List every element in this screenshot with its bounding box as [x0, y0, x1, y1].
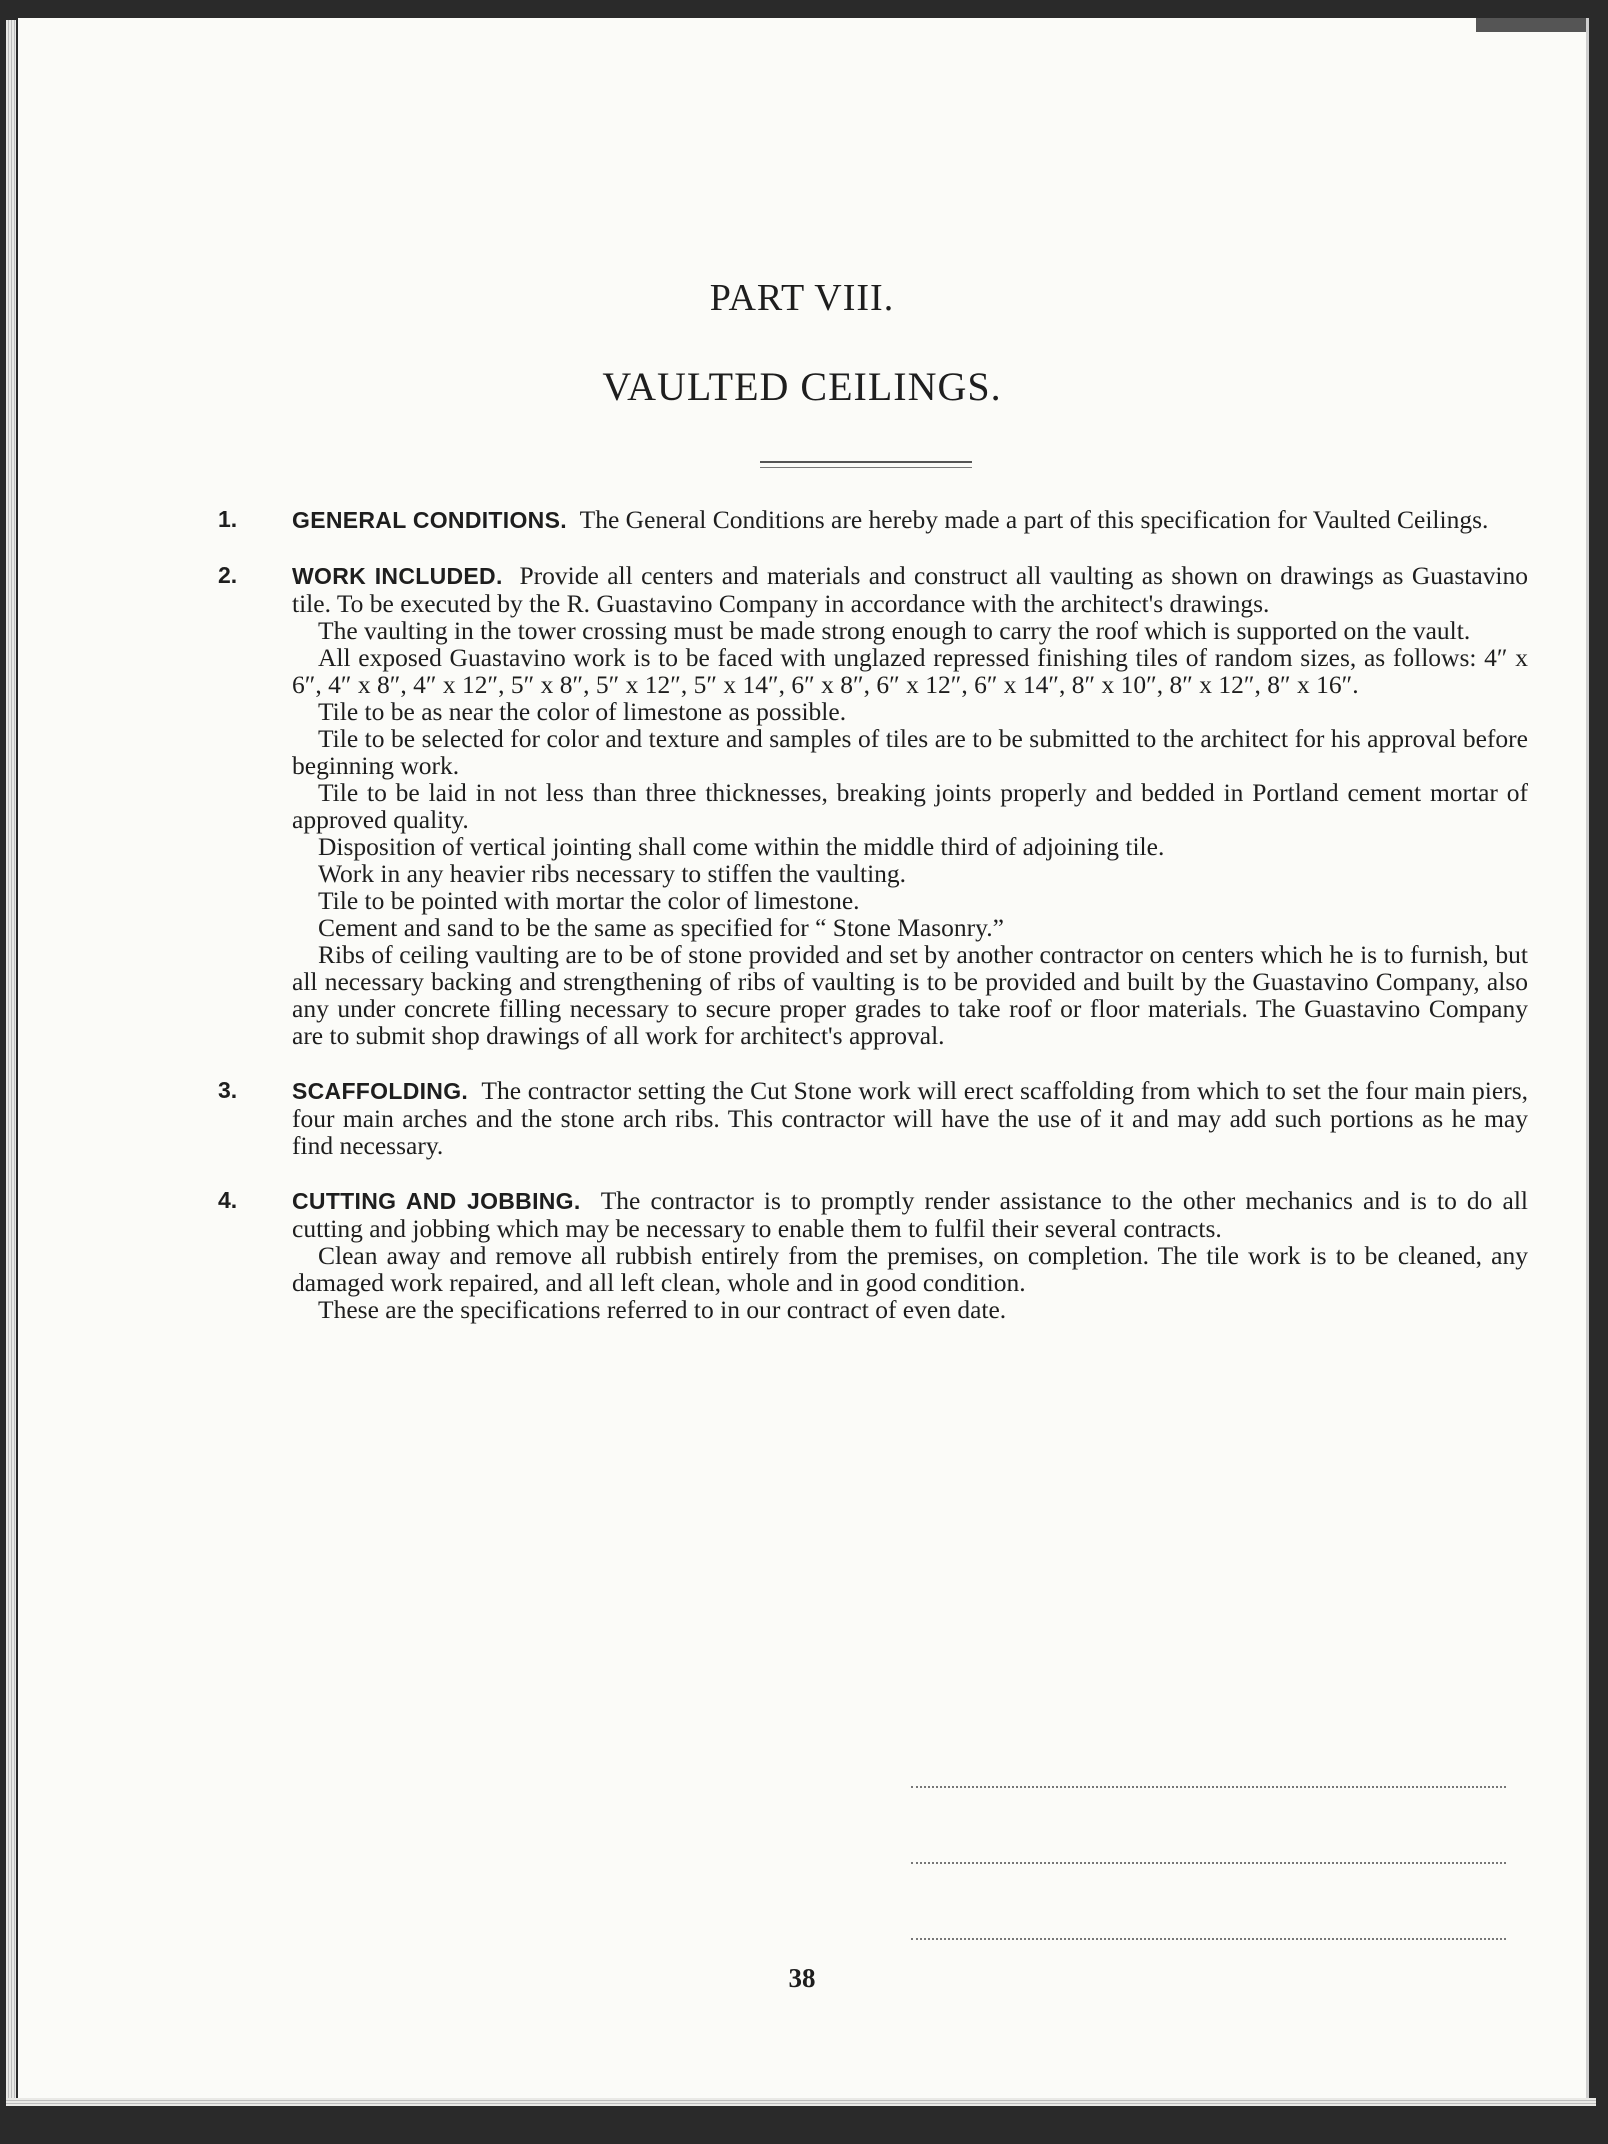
section-heading: WORK INCLUDED. — [292, 563, 503, 589]
section-paragraph: Work in any heavier ribs necessary to stiffen the vaulting. — [318, 859, 907, 888]
section-title: VAULTED CEILINGS. — [602, 364, 1002, 409]
specification-body — [218, 506, 1528, 1351]
section-paragraph: Tile to be as near the color of limestone as possible. — [318, 697, 847, 726]
section-paragraph: These are the specifications referred to in our contract of even date. — [318, 1295, 1007, 1324]
section-paragraph: The vaulting in the tower crossing must be made strong enough to carry the roof which is supported on the vault. — [318, 616, 1471, 645]
section-heading: GENERAL CONDITIONS. — [292, 507, 567, 533]
paragraph-text: The General Conditions are hereby made a part of this specification for Vaulted Ceilings. — [579, 505, 1489, 534]
page-stack-bottom-edge — [6, 2098, 1596, 2106]
section-paragraph: Tile to be laid in not less than three thicknesses, breaking joints properly and bedded in Portland cement mortar of approved quality. — [292, 778, 1528, 834]
part-title: PART VIII. — [709, 277, 895, 319]
section-number: 3. — [218, 1077, 238, 1103]
paragraph-text: The contractor setting the Cut Stone work will erect scaffolding from which to set the four main piers, four main arches and the stone arch ribs. This contractor will have the use of it and may add such portions as he may find necessary. — [292, 1076, 1529, 1160]
page-stack-edge — [6, 20, 16, 2100]
section-general-conditions — [218, 506, 1528, 534]
section-cutting-and-jobbing — [218, 1187, 1528, 1323]
section-paragraph: Tile to be pointed with mortar the color of limestone. — [318, 886, 860, 915]
page-number: 38 — [788, 1963, 816, 1993]
paragraph-text: Provide all centers and materials and construct all vaulting as shown on drawings as Guastavino tile. To be executed by the R. Guastavino Company in accordance with the architect's drawings. — [292, 561, 1528, 618]
section-paragraph: Cement and sand to be the same as specified for “ Stone Masonry.” — [318, 913, 1004, 942]
signature-line — [911, 1862, 1506, 1864]
document-page — [18, 18, 1589, 2098]
section-heading: SCAFFOLDING. — [292, 1078, 469, 1104]
paragraph-text: The contractor is to promptly render assistance to the other mechanics and is to do all cutting and jobbing which may be necessary to enable them to fulfil their several contracts. — [292, 1186, 1529, 1243]
title-divider — [760, 461, 972, 468]
section-scaffolding — [218, 1077, 1528, 1159]
section-paragraph: Clean away and remove all rubbish entirely from the premises, on completion. The tile work is to be cleaned, any damaged work repaired, and all left clean, whole and in good condition. — [292, 1241, 1528, 1297]
section-paragraph: All exposed Guastavino work is to be faced with unglazed repressed finishing tiles of random sizes, as follows: 4″ x 6″, 4″ x 8″, 4″ x 12″, 5″ x 8″, 5″ x 12″, 5″ x 14″, 6″ x 8″, 6″ x 12″, 6″ x 14″, 8″ x 10″, 8″ x 12″, 8″ x 16″. — [292, 643, 1528, 699]
section-number: 4. — [218, 1187, 238, 1213]
section-paragraph — [292, 1187, 1528, 1242]
section-paragraph — [292, 506, 1528, 534]
section-number: 1. — [218, 506, 238, 532]
section-paragraph — [292, 562, 1528, 617]
signature-line — [911, 1938, 1506, 1940]
section-paragraph: Disposition of vertical jointing shall come within the middle third of adjoining tile. — [318, 832, 1165, 861]
section-paragraph: Ribs of ceiling vaulting are to be of stone provided and set by another contractor on centers which he is to furnish, but all necessary backing and strengthening of ribs of vaulting is to be provided and built by the Guastavino Company, also any under concrete filling necessary to secure proper grades to take roof or floor materials. The Guastavino Company are to submit shop drawings of all work for architect's approval. — [292, 940, 1528, 1050]
scan-corner-mark — [1476, 18, 1586, 32]
section-heading: CUTTING AND JOBBING. — [292, 1188, 581, 1214]
section-paragraph — [292, 1077, 1528, 1159]
section-number: 2. — [218, 562, 238, 588]
section-work-included — [218, 562, 1528, 1049]
signature-line — [911, 1786, 1506, 1788]
section-paragraph: Tile to be selected for color and texture and samples of tiles are to be submitted to the architect for his approval before beginning work. — [292, 724, 1528, 780]
